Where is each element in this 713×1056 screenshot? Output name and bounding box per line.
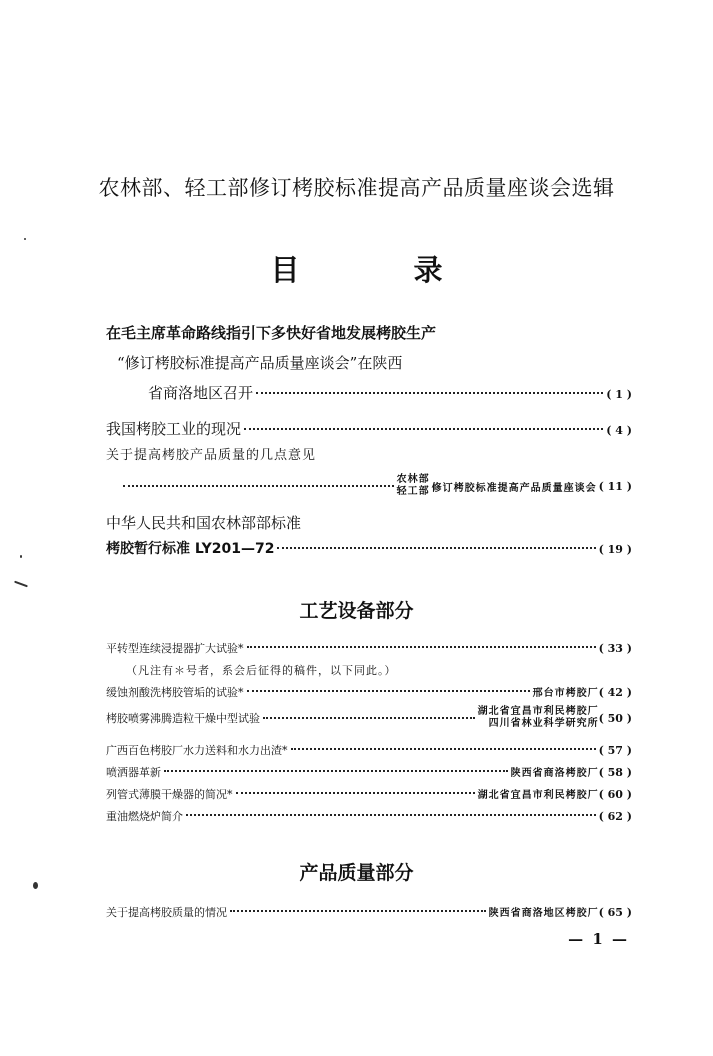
toc-entry-title: 列管式薄膜干燥器的简况* <box>106 788 233 801</box>
source-org: 湖北省宜昌市利民栲胶厂 <box>477 790 599 801</box>
toc-entry-title: 栲胶喷雾沸腾造粒干燥中型试验 <box>106 712 260 725</box>
page-ref: ( 11 ) <box>598 479 632 493</box>
toc-note: （凡注有＊号者，系会后征得的稿件，以下同此。） <box>126 664 397 677</box>
source-org: 农林部 <box>396 474 430 485</box>
toc-entry-title: 我国栲胶工业的现况 <box>106 420 242 438</box>
page-ref: ( 4 ) <box>606 424 632 437</box>
toc-entry[interactable] <box>106 764 632 780</box>
source-meeting: 修订栲胶标准提高产品质量座谈会 <box>431 482 597 494</box>
page-ref: ( 62 ) <box>598 810 632 823</box>
toc-entry-title: 广西百色栲胶厂水力送料和水力出渣* <box>106 744 288 757</box>
page-ref: ( 19 ) <box>598 543 632 556</box>
page-ref: ( 65 ) <box>598 906 632 919</box>
toc-entry[interactable] <box>106 742 632 758</box>
toc-entry-3[interactable] <box>120 474 632 498</box>
source-org: 邢台市栲胶厂 <box>532 688 599 699</box>
source-organizations <box>478 706 599 730</box>
toc-entry-title: 重油燃烧炉简介 <box>106 810 183 823</box>
toc-entry-title: 平转型连续浸提器扩大试验* <box>106 642 244 655</box>
toc-entry[interactable] <box>106 706 632 730</box>
toc-entry[interactable] <box>106 640 632 656</box>
toc-entry[interactable] <box>106 684 632 700</box>
dot-leader <box>186 814 596 816</box>
scan-speck <box>20 555 22 558</box>
toc-entry-2[interactable] <box>106 418 632 439</box>
dot-leader <box>123 485 394 487</box>
page-ref: ( 60 ) <box>598 788 632 801</box>
page-ref: ( 50 ) <box>598 711 632 725</box>
source-org: 四川省林业科学研究所 <box>488 718 599 729</box>
dot-leader <box>291 748 596 750</box>
source-org: 陕西省商洛地区栲胶厂 <box>488 908 599 919</box>
section-heading-product-quality: 产品质量部分 <box>299 862 414 884</box>
scan-speck <box>24 238 26 240</box>
toc-entry[interactable] <box>106 904 632 920</box>
toc-entry-1[interactable] <box>148 382 632 403</box>
dot-leader <box>247 690 530 692</box>
toc-entry[interactable] <box>106 808 632 824</box>
source-org: 湖北省宜昌市利民栲胶厂 <box>477 706 599 717</box>
dot-leader <box>164 770 508 772</box>
toc-lead-title: 在毛主席革命路线指引下多快好省地发展栲胶生产 <box>106 324 437 342</box>
toc-entry-title: 省商洛地区召开 <box>148 384 254 402</box>
toc-entry-4[interactable] <box>106 538 632 558</box>
dot-leader <box>247 646 596 648</box>
toc-entry[interactable] <box>106 786 632 802</box>
toc-entry-title: 栲胶暂行标准 LY201—72 <box>106 541 275 557</box>
toc-title: 目 录 <box>270 253 495 287</box>
dot-leader <box>256 392 603 394</box>
section-heading-process-equipment: 工艺设备部分 <box>299 600 414 622</box>
dot-leader <box>263 717 475 719</box>
source-org: 陕西省商洛栲胶厂 <box>510 768 599 779</box>
toc-entry-title: 关于提高栲胶质量的情况 <box>106 906 227 919</box>
dot-leader <box>230 910 486 912</box>
dot-leader <box>236 792 475 794</box>
page-ref: ( 58 ) <box>598 766 632 779</box>
page-ref: ( 57 ) <box>598 744 632 757</box>
toc-entry-4-line-1: 中华人民共和国农林部部标准 <box>106 514 302 532</box>
page-ref: ( 42 ) <box>598 686 632 699</box>
source-organizations <box>397 474 430 498</box>
source-org: 轻工部 <box>396 486 430 497</box>
page-number: — 1 — <box>568 930 629 948</box>
page-ref: ( 1 ) <box>606 388 632 401</box>
toc-entry-1-line-1: “修订栲胶标准提高产品质量座谈会”在陕西 <box>117 354 403 372</box>
book-title: 农林部、轻工部修订栲胶标准提高产品质量座谈会选辑 <box>98 176 615 200</box>
toc-entry-title: 喷洒器革新 <box>106 766 161 779</box>
toc-entry-3-title: 关于提高栲胶产品质量的几点意见 <box>106 448 317 463</box>
dot-leader <box>277 547 595 549</box>
scan-speck <box>14 581 28 588</box>
dot-leader <box>244 428 603 430</box>
toc-entry-title: 缓蚀剂酸洗栲胶管垢的试验* <box>106 686 244 699</box>
page-ref: ( 33 ) <box>598 642 632 655</box>
